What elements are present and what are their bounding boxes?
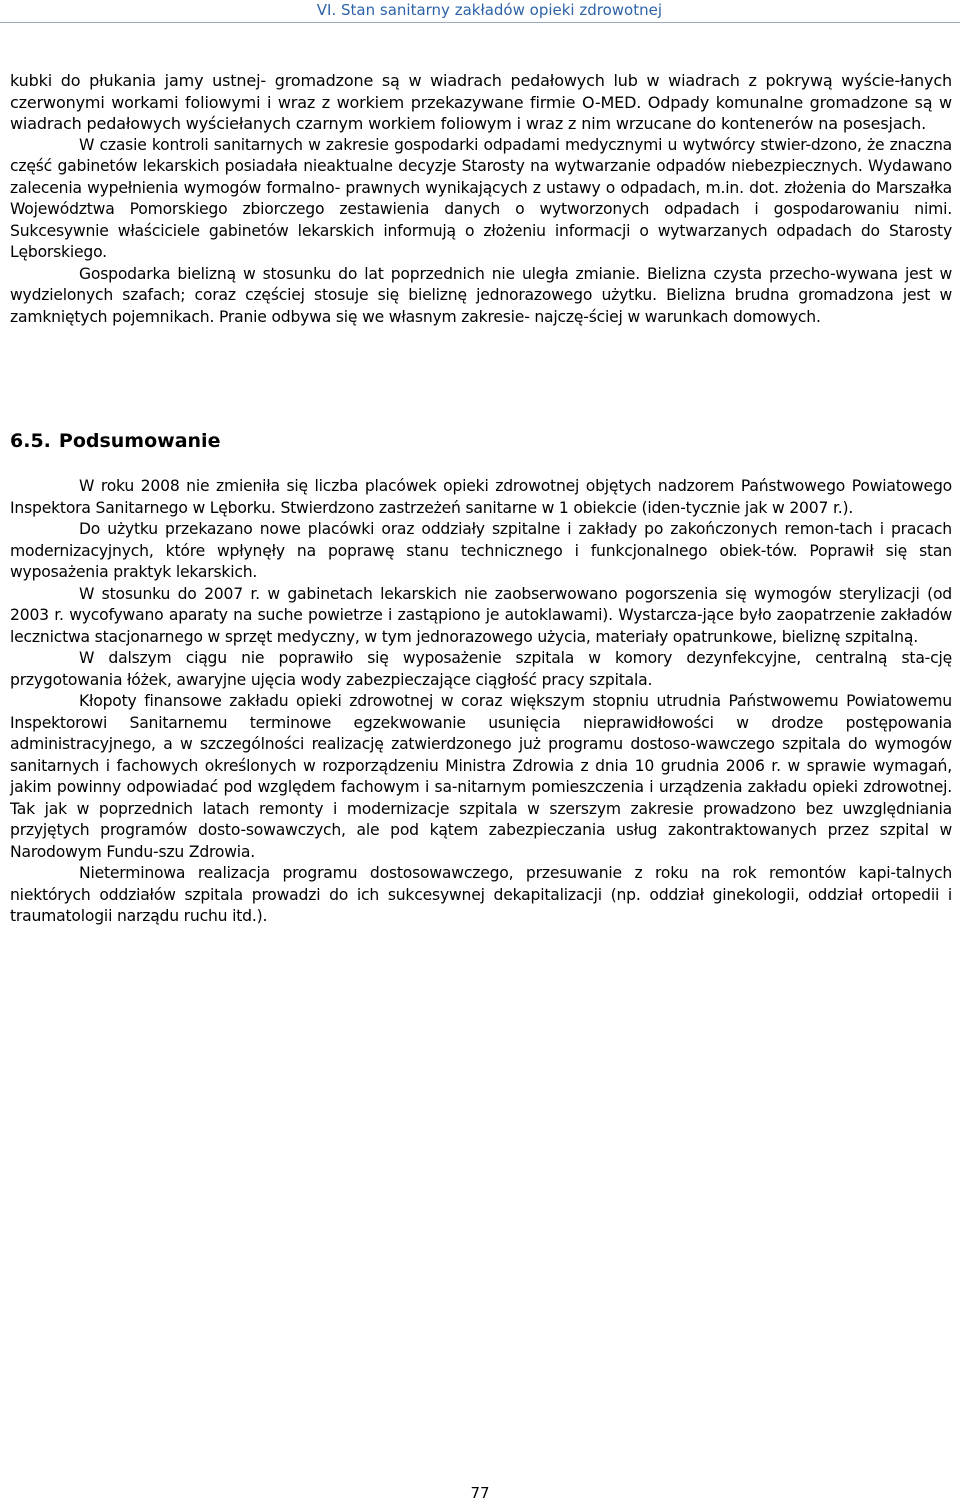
summary-paragraph: W roku 2008 nie zmieniła się liczba placówek opieki zdrowotnej objętych nadzorem Państwowego Powiatowego Inspektora Sanitarnego w Lęborku. Stwierdzono zastrzeżeń sanitarne w 1 obiekcie (iden-tycznie jak w 2007 r.). bbox=[10, 477, 952, 517]
paragraph-waste-containers: kubki do płukania jamy ustnej- gromadzone są w wiadrach pedałowych lub w wiadrach z pokrywą wyście-łanych czerwonymi workami foliowymi i wraz z workiem przekazywane firmie O-MED. Odpady komunalne gromadzone są w wiadrach pedałowych wyściełanych czarnym workiem foliowym i wraz z nim wrzucane do kontenerów na posesjach. bbox=[10, 71, 952, 133]
section-title: Podsumowanie bbox=[58, 430, 221, 452]
summary-text bbox=[10, 476, 952, 928]
running-header bbox=[0, 0, 960, 26]
body-text bbox=[10, 70, 952, 328]
running-title: VI. Stan sanitarny zakładów opieki zdrowotnej bbox=[316, 1, 662, 19]
summary-paragraph: W dalszym ciągu nie poprawiło się wyposażenie szpitala w komory dezynfekcyjne, centralną sta-cję przygotowania łóżek, awaryjne ujęcia wody zabezpieczające ciągłość pracy szpitala. bbox=[10, 649, 952, 689]
paragraph-linen-management: Gospodarka bielizną w stosunku do lat poprzednich nie uległa zmianie. Bielizna czysta przecho-wywana jest w wydzielonych szafach; coraz częściej stosuje się bieliznę jednorazowego użytku. Bielizna brudna gromadzona jest w zamkniętych pojemnikach. Pranie odbywa się we własnym zakresie- najczę-ściej w warunkach domowych. bbox=[10, 264, 952, 326]
section-heading bbox=[10, 430, 220, 452]
header-rule bbox=[0, 22, 960, 23]
summary-paragraph: Do użytku przekazano nowe placówki oraz oddziały szpitalne i zakłady po zakończonych remon-tach i pracach modernizacyjnych, które wpłynęły na poprawę stanu technicznego i funkcjonalnego obiek-tów. Poprawił się stan wyposażenia praktyk lekarskich. bbox=[10, 520, 952, 581]
page-number: 77 bbox=[470, 1484, 490, 1502]
summary-paragraph: Kłopoty finansowe zakładu opieki zdrowotnej w coraz większym stopniu utrudnia Państwowemu Powiatowemu Inspektorowi Sanitarnemu terminowe egzekwowanie usunięcia nieprawidłowości w drodze postępowania administracyjnego, a w szczególności realizację zatwierdzonego już programu dostoso-wawczego szpitala do wymogów sanitarnych i fachowych określonych w rozporządzeniu Ministra Zdrowia z dnia 10 grudnia 2006 r. w sprawie wymagań, jakim powinny odpowiadać pod względem fachowym i sa-nitarnym pomieszczenia i urządzenia zakładu opieki zdrowotnej. Tak jak w poprzednich latach remonty i modernizacje szpitala w szerszym zakresie prowadzono bez uwzględniania przyjętych programów dosto-sowawczych, ale pod kątem zabezpieczania usług zakontraktowanych przez szpital w Narodowym Fundu-szu Zdrowia. bbox=[10, 692, 952, 861]
summary-paragraph: W stosunku do 2007 r. w gabinetach lekarskich nie zaobserwowano pogorszenia się wymogów sterylizacji (od 2003 r. wycofywano aparaty na suche powietrze i zastąpiono je autoklawami). Wystarcza-jące było zaopatrzenie zakładów lecznictwa stacjonarnego w sprzęt medyczny, w tym jednorazowego użycia, materiały opatrunkowe, bieliznę szpitalną. bbox=[10, 584, 952, 646]
summary-paragraph: Nieterminowa realizacja programu dostosowawczego, przesuwanie z roku na rok remontów kapi-talnych niektórych oddziałów szpitala prowadzi do ich sukcesywnej dekapitalizacji (np. oddział ginekologii, oddział ortopedii i traumatologii narządu ruchu itd.). bbox=[10, 864, 952, 925]
paragraph-medical-waste-inspections: W czasie kontroli sanitarnych w zakresie gospodarki odpadami medycznymi u wytwórcy stwier-dzono, że znaczna część gabinetów lekarskich posiadała nieaktualne decyzje Starosty na wytwarzanie odpadów niebezpiecznych. Wydawano zalecenia wypełnienia wymogów formalno- prawnych wynikających z ustawy o odpadach, m.in. dot. złożenia do Marszałka Województwa Pomorskiego zbiorczego zestawienia danych o wytworzonych odpadach i gospodarowaniu nimi. Sukcesywnie właściciele gabinetów lekarskich informują o złożeniu informacji o wytwarzanych odpadach do Starosty Lęborskiego. bbox=[10, 135, 952, 261]
section-number: 6.5. bbox=[10, 430, 51, 452]
